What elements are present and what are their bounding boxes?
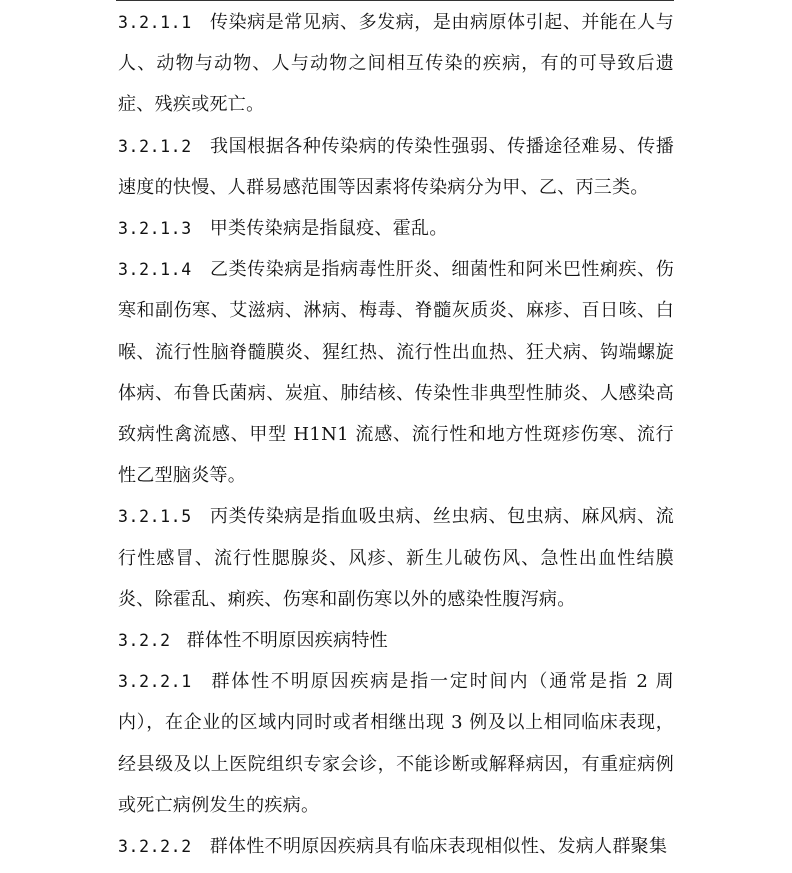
clause-text: 群体性不明原因疾病是指一定时间内（通常是指 2 周内），在企业的区域内同时或者相继出现 3 例及以上相同临床表现，经县级及以上医院组织专家会诊，不能诊断或解释病因，有重症病例或死亡病例发生的疾病。 bbox=[118, 671, 674, 816]
paragraph-3-2-2-1 bbox=[118, 661, 674, 826]
clause-number: 3.2.2 bbox=[118, 631, 171, 651]
clause-number: 3.2.1.3 bbox=[118, 219, 192, 239]
clause-number: 3.2.1.2 bbox=[118, 136, 192, 156]
header-rule bbox=[116, 0, 674, 1]
clause-text: 我国根据各种传染病的传染性强弱、传播途径难易、传播速度的快慢、人群易感范围等因素将传染病分为甲、乙、丙三类。 bbox=[118, 135, 674, 198]
clause-text: 乙类传染病是指病毒性肝炎、细菌性和阿米巴性痢疾、伤寒和副伤寒、艾滋病、淋病、梅毒、脊髓灰质炎、麻疹、百日咳、白喉、流行性脑脊髓膜炎、猩红热、流行性出血热、狂犬病、钩端螺旋体病、布鲁氏菌病、炭疽、肺结核、传染性非典型性肺炎、人感染高致病性禽流感、甲型 H1N1 流感、流行性和地方性斑疹伤寒、流行性乙型脑炎等。 bbox=[118, 259, 674, 487]
paragraph-3-2-1-1 bbox=[118, 2, 674, 126]
clause-number: 3.2.2.1 bbox=[118, 672, 192, 692]
clause-number: 3.2.1.4 bbox=[118, 260, 192, 280]
paragraph-3-2-1-3 bbox=[118, 208, 674, 249]
clause-text: 传染病是常见病、多发病，是由病原体引起、并能在人与人、动物与动物、人与动物之间相互传染的疾病，有的可导致后遗症、残疾或死亡。 bbox=[118, 12, 674, 116]
clause-text: 丙类传染病是指血吸虫病、丝虫病、包虫病、麻风病、流行性感冒、流行性腮腺炎、风疹、新生儿破伤风、急性出血性结膜炎、除霍乱、痢疾、伤寒和副伤寒以外的感染性腹泻病。 bbox=[118, 506, 674, 610]
clause-number: 3.2.1.1 bbox=[118, 13, 192, 32]
section-heading-3-2-2 bbox=[118, 620, 674, 661]
paragraph-3-2-1-4 bbox=[118, 249, 674, 496]
document-body bbox=[118, 2, 674, 867]
paragraph-3-2-2-2 bbox=[118, 826, 674, 867]
clause-text: 群体性不明原因疾病具有临床表现相似性、发病人群聚集 bbox=[209, 836, 668, 858]
paragraph-3-2-1-5 bbox=[118, 496, 674, 620]
clause-number: 3.2.1.5 bbox=[118, 507, 192, 527]
clause-number: 3.2.2.2 bbox=[118, 837, 192, 857]
section-title: 群体性不明原因疾病特性 bbox=[186, 630, 388, 652]
paragraph-3-2-1-2 bbox=[118, 126, 674, 208]
clause-text: 甲类传染病是指鼠疫、霍乱。 bbox=[209, 218, 448, 240]
